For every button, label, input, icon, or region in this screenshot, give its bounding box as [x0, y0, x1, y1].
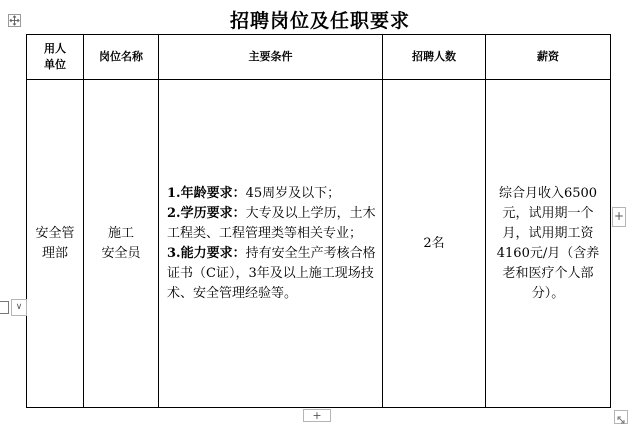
cell-headcount[interactable]: 2名 [383, 80, 486, 408]
condition-ability: 3.能力要求：持有安全生产考核合格证书（C证），3年及以上施工现场技术、安全管理经验等。 [167, 245, 376, 301]
table-row [27, 80, 611, 408]
table-resize-handle[interactable] [614, 410, 628, 424]
unit-text: 安全管理部 [35, 225, 75, 261]
cell-unit[interactable] [27, 80, 84, 408]
row-menu-control[interactable] [0, 299, 28, 317]
cell-salary[interactable]: 综合月收入6500元，试用期一个月，试用期工资4160元/月（含养老和医疗个人部分）。 [486, 80, 611, 408]
resize-arrows-icon [615, 414, 627, 426]
header-conditions[interactable]: 主要条件 [159, 35, 383, 80]
cell-position[interactable] [84, 80, 159, 408]
add-row-button[interactable]: + [303, 409, 331, 422]
add-column-button[interactable]: + [612, 207, 626, 227]
cell-conditions[interactable] [159, 80, 383, 408]
header-salary[interactable]: 薪资 [486, 35, 611, 80]
recruitment-table [26, 34, 611, 408]
position-line2: 安全员 [101, 245, 141, 261]
table-header-row [27, 35, 611, 80]
condition-age: 1.年龄要求：45周岁及以下； [167, 185, 341, 201]
document-title: 招聘岗位及任职要求 [229, 10, 410, 32]
header-unit-line2: 单位 [44, 58, 66, 71]
position-line1: 施工 [107, 225, 134, 241]
header-unit[interactable] [27, 35, 84, 80]
header-unit-line1: 用人 [44, 42, 66, 55]
header-position[interactable]: 岗位名称 [84, 35, 159, 80]
chevron-down-icon[interactable]: ∨ [11, 299, 27, 316]
header-headcount[interactable]: 招聘人数 [383, 35, 486, 80]
condition-education: 2.学历要求：大专及以上学历，土木工程类、工程管理类等相关专业； [167, 205, 376, 241]
row-select-icon [0, 301, 9, 314]
